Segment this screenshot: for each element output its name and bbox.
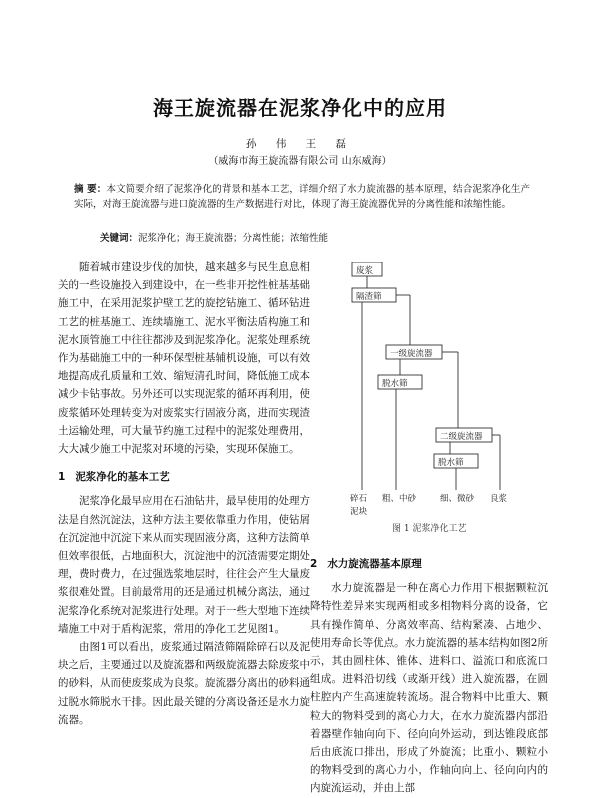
node-dewater1: 脱水筛 <box>382 379 408 389</box>
node-out-gravel: 碎石 <box>350 494 368 504</box>
node-out-coarse: 粗、中砂 <box>382 494 417 504</box>
affiliation: （威海市海王旋流器有限公司 山东威海） <box>208 156 392 167</box>
intro-paragraph: 随着城市建设步伐的加快，越来越多与民生息息相关的一些设施投入到建设中，在一些非开挖性桩基基础施工中，在采用泥浆护壁工艺的旋挖钻施工、循环钻进工艺的桩基施工、连续墙施工、泥水平衡法盾构施工和泥水顶管施工中往往都涉及到泥浆净化。泥浆处理系统作为基础施工中的一种环保型桩基辅机设施，可以有效地提高成孔质量和工效、缩短清孔时间，降低施工成本减少卡钻事故。另外还可以实现泥浆的循环再利用，使废浆循环处理转变为对废浆实行固液分离，进而实现渣土运输处理，可大量节约施工过程中的泥浆处理费用，大大减少施工中泥浆对环境的污染，实现环保施工。 <box>58 261 310 456</box>
node-out-mud: 泥块 <box>350 507 368 517</box>
node-screen: 隔渣筛 <box>356 292 382 302</box>
section-1-heading: 1 泥浆净化的基本工艺 <box>58 471 170 484</box>
node-dewater2: 脱水筛 <box>438 458 464 468</box>
node-out-fine: 细、微砂 <box>440 494 475 504</box>
section-2-paragraph: 水力旋流器是一种在离心力作用下根据颗粒沉降特性差异来实现两相或多相物料分离的设备，它具有操作简单、分离效率高、结构紧凑、占地少、使用寿命长等优点。水力旋流器的基本结构如图2所示，其由圆柱体、锥体、进料口、溢流口和底流口组成。进料沿切线（或渐开线）进入旋流器，在圆柱腔内产生高速旋转流场。混合物料中比重大、颗粒大的物料受到的离心力大，在水力旋流器内部沿着器壁作轴向向下、径向向外运动，到达锥段底部后由底流口排出，形成了外旋流；比重小、颗粒小的物料受到的离心力小，作轴向向上、径向向内的内旋流运动，并由上部 <box>310 582 548 795</box>
section-2-heading: 2 水力旋流器基本原理 <box>310 558 422 570</box>
node-cyclone1: 一级旋流器 <box>390 349 433 359</box>
figure-caption: 图 1 泥浆净化工艺 <box>392 524 467 534</box>
section-1-paragraph: 泥浆净化最早应用在石油钻井，最早使用的处理方法是自然沉淀法，这种方法主要依靠重力作用，使钻屑在沉淀池中沉淀下来从而实现固液分离，这种方法简单但效率很低，占地面积大，沉淀池中的沉渣需要定期处理，费时费力，在过强选浆地层时，往往会产生大量废浆很难处置。目前最常用的还是通过机械分离法，通过泥浆净化系统对泥浆进行处理。对于一些大型地下连续墙施工中对于盾构泥浆，常用的净化工艺见图1。 <box>58 495 310 635</box>
authors: 孙 伟 王 磊 <box>245 138 354 150</box>
right-column <box>310 555 548 798</box>
keywords <box>100 230 530 244</box>
process-flow-diagram <box>340 262 540 522</box>
left-column <box>58 258 310 729</box>
node-cyclone2: 二级旋流器 <box>440 432 483 442</box>
node-out-good: 良浆 <box>490 494 508 504</box>
keywords-label: 关键词： <box>100 233 139 244</box>
node-waste: 废浆 <box>356 266 374 276</box>
paper-title: 海王旋流器在泥浆净化中的应用 <box>153 96 447 120</box>
abstract-text: 本文简要介绍了泥浆净化的背景和基本工艺，详细介绍了水力旋流器的基本原理，结合泥浆净化生产实际，对海王旋流器与进口旋流器的生产数据进行对比，体现了海王旋流器优异的分离性能和浓缩性能。 <box>74 184 530 210</box>
abstract-label: 摘 要： <box>74 184 107 195</box>
abstract <box>74 182 530 212</box>
section-1-paragraph-2: 由图1可以看出，废浆通过隔渣筛隔除碎石以及泥块之后，主要通过以及旋流器和两级旋流器去除废浆中的砂料，从而使废浆成为良浆。旋流器分离出的砂料通过脱水筛脱水干排。因此最关键的分离设备还是水力旋流器。 <box>58 641 310 726</box>
keywords-text: 泥浆净化；海王旋流器；分离性能；浓缩性能 <box>138 233 329 244</box>
